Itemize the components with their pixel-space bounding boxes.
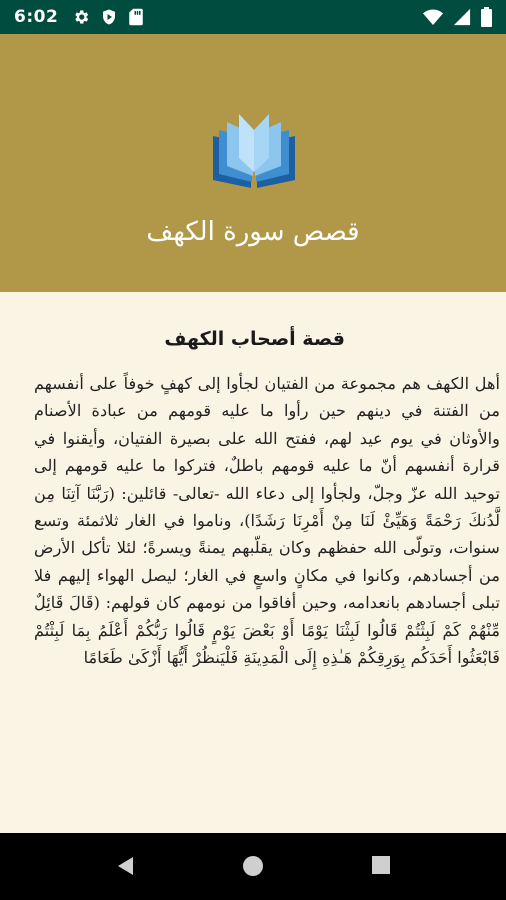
signal-icon <box>453 8 471 26</box>
story-title: قصة أصحاب الكهف <box>164 328 345 350</box>
open-book-icon <box>211 114 297 188</box>
recents-icon[interactable] <box>371 855 391 879</box>
story-body-text: أهل الكهف هم مجموعة من الفتيان لجأوا إلى كهفٍ خوفاً على أنفسهم من الفتنة في دينهم حين رأوا ما عليه قومهم من عبادة الأصنام والأوثان في يوم عيد لهم، ففتح الله على بصيرة الفتيان، وأيقنوا في قرارة أنفسهم أنّ ما عليه قومهم باطلٌ، فتركوا ما عليه قومهم إلى توحيد الله عزّ وجلّ، ولجأوا إلى دعاء الله -تعالى- قائلين: (رَبَّنَا آتِنَا مِن لَّدُنكَ رَحْمَةً وَهَيِّئْ لَنَا مِنْ أَمْرِنَا رَشَدًا)، وناموا في الغار ثلاثمئة وتسع سنوات، وتولّى الله حفظهم وكان يقلّبهم يمنةً ويسرةً؛ لئلا تأكل الأرض من أجسادهم، وكانوا في مكانٍ واسعٍ في الغار؛ ليصل الهواء إليهم فلا تبلى أجسادهم بانعدامه، وحين أفاقوا من نومهم كان قولهم: (قَالَ قَائِلٌ مِّنْهُمْ كَمْ لَبِثْتُمْ قَالُوا لَبِثْنَا يَوْمًا أَوْ بَعْضَ يَوْمٍ قَالُوا رَبُّكُمْ أَعْلَمُ بِمَا لَبِثْتُمْ فَابْعَثُوا أَحَدَكُم بِوَرِقِكُمْ هَـٰذِهِ إِلَى الْمَدِينَةِ فَلْيَنظُرْ أَيُّهَا أَزْكَىٰ طَعَامًا <box>34 374 500 668</box>
back-icon[interactable] <box>115 855 137 881</box>
gear-icon <box>72 8 90 26</box>
wifi-icon <box>423 9 443 26</box>
status-notification-icons <box>72 8 144 26</box>
app-title: قصص سورة الكهف <box>146 217 360 247</box>
shield-play-icon <box>100 8 118 26</box>
battery-icon <box>481 7 492 27</box>
story-content[interactable] <box>0 292 506 833</box>
sd-card-icon <box>128 8 144 26</box>
home-icon[interactable] <box>242 855 264 881</box>
status-system-icons <box>423 7 492 27</box>
status-bar <box>0 0 506 34</box>
system-navigation-bar <box>0 833 506 900</box>
app-header <box>0 34 506 292</box>
status-time: 6:02 <box>14 7 59 27</box>
